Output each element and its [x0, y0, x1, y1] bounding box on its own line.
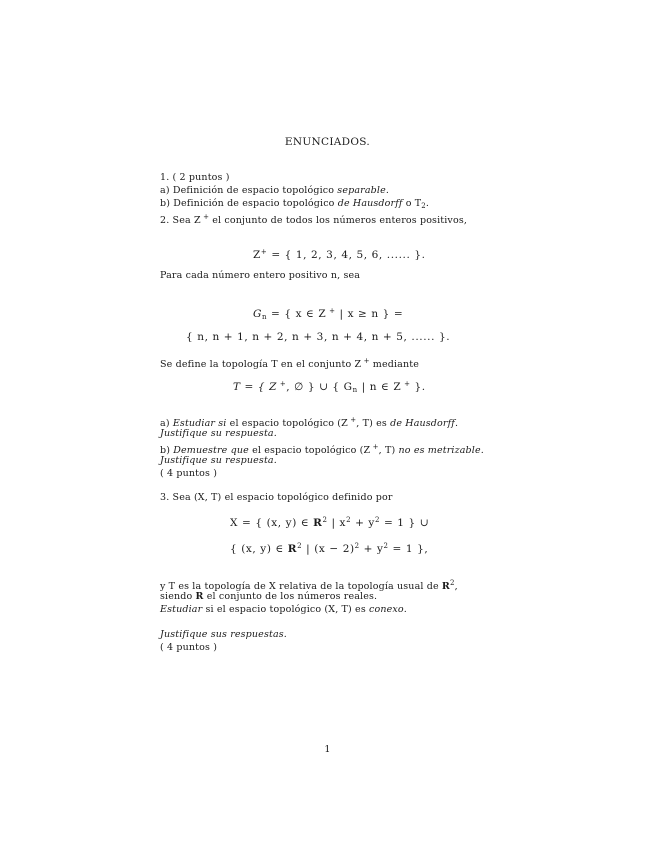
x-definition-line1: X = { (x, y) ∈ $R^2$ | $x^2 + y^2 = 1$ } ∪: [230, 516, 430, 529]
x-definition-line2: { (x, y) ∈ $R^2$ | $(x - 2)^2 + y^2 = 1$ },: [230, 542, 429, 555]
topology-definition: T = { Z +, ∅ } ∪ { $G_n$ | n ∈ Z + }.: [233, 380, 426, 394]
problem-2b: b) Demuestre que el espacio topológico (Z +, T) no es metrizable.: [160, 443, 484, 456]
gn-definition-line1: $G_n$ = { x ∈ Z + | x ≥ n } =: [253, 307, 404, 321]
problem-3-points: ( 4 puntos ): [160, 642, 218, 653]
justify-2b: Justifique su respuesta.: [160, 455, 277, 466]
page-number: 1: [324, 744, 331, 755]
justify-3: Justifique sus respuestas.: [160, 629, 287, 640]
topology-sentence: Se define la topología T en el conjunto Z + mediante: [160, 357, 419, 370]
reals-sentence: siendo R el conjunto de los números reales.: [160, 591, 378, 602]
page-title: ENUNCIADOS.: [284, 136, 371, 148]
problem-1b: b) Definición de espacio topológico de Hausdorff o $T_2$.: [160, 198, 430, 210]
problem-2a: a) Estudiar si el espacio topológico (Z +, T) es de Hausdorff.: [160, 416, 459, 429]
for-each-sentence: Para cada número entero positivo n, sea: [160, 270, 361, 281]
gn-definition-line2: { n, n + 1, n + 2, n + 3, n + 4, n + 5, ...... }.: [186, 331, 451, 343]
set-z-plus-equation: Z+ = { 1, 2, 3, 4, 5, 6, ...... }.: [253, 248, 426, 261]
connectedness-question: Estudiar si el espacio topológico (X, T) es conexo.: [160, 604, 407, 615]
problem-2-intro: 2. Sea Z + el conjunto de todos los números enteros positivos,: [160, 213, 468, 226]
problem-3-intro: 3. Sea (X, T) el espacio topológico definido por: [160, 492, 393, 503]
relative-topology-sentence: y T es la topología de X relativa de la topología usual de $R^2$,: [160, 579, 458, 592]
problem-1-header: 1. ( 2 puntos ): [160, 172, 230, 183]
problem-2-points: ( 4 puntos ): [160, 468, 218, 479]
justify-2a: Justifique su respuesta.: [160, 428, 277, 439]
problem-1a: a) Definición de espacio topológico separable.: [160, 185, 390, 196]
